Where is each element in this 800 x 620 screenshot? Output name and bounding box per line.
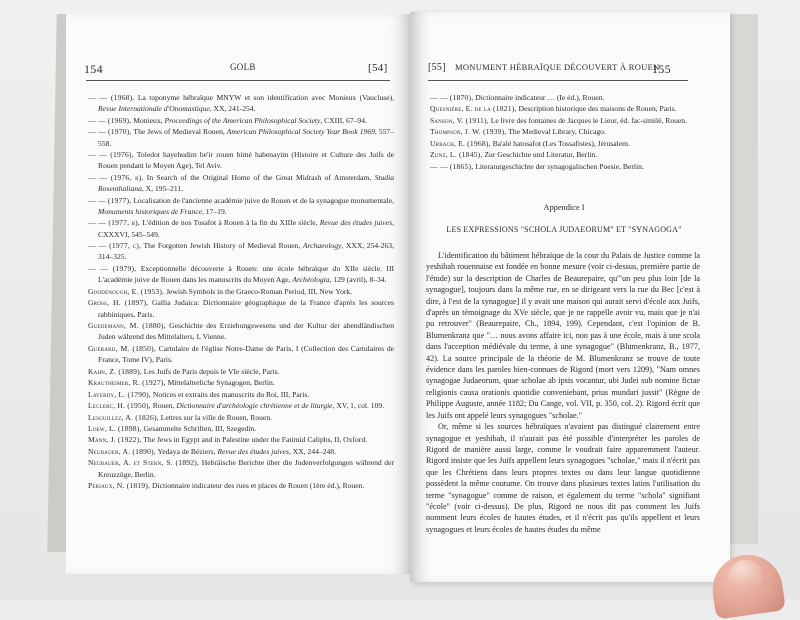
reference-text: The Forgotten Jewish History of Medieval Rouen, <box>141 241 303 251</box>
reference-entry <box>88 217 394 240</box>
appendix-subtitle: LES EXPRESSIONS "SCHOLA JUDAEORUM" ET "SYNAGOGA" <box>446 225 682 234</box>
right-header-rule <box>428 80 688 81</box>
reference-text: Literaturgeschichte der synagogalischen Poesie, Berlin. <box>473 161 644 171</box>
reference-title: Archéologia <box>292 275 330 285</box>
reference-author: Kahn, Z. (1889), <box>88 366 142 376</box>
reference-author: Leclerc, H. (1950), <box>88 401 151 411</box>
reference-entry <box>88 115 394 126</box>
reference-author: Krautheimer, R. (1927), <box>88 378 166 388</box>
reference-author: Lesguillez, A. (1826), <box>88 412 159 422</box>
reference-entry <box>88 343 394 366</box>
reference-author: Loew, L. (1898), <box>88 423 142 433</box>
reference-author: — — (1977, b), <box>88 218 140 228</box>
reference-text: Gallia Judaica: Dictionnaire géographique de la France d'après les sources rabbiniques, Paris. <box>98 298 394 319</box>
reference-details: , 557–558. <box>98 127 395 148</box>
reference-author: — — (1969), <box>88 115 132 125</box>
reference-author: Neubauer, A. et Stern, S. (1892), <box>88 458 200 468</box>
reference-entry <box>88 389 394 400</box>
reference-text: Exceptionnelle découverte à Rouen: une école hébraïque du XIIe siècle. III L'académie juive de Rouen dans les manuscrits du Moyen Age, <box>98 263 394 285</box>
reference-entry <box>88 263 394 286</box>
reference-author: Sanson, V. (1911), <box>430 115 489 125</box>
reference-title: Archaeology <box>302 241 342 251</box>
reference-text: Monieux, <box>131 115 165 125</box>
reference-title: Revue Internationale d'Onomastique <box>98 104 210 114</box>
reference-text: Localisation de l'ancienne académie juive de Rouen et de la synagogue monumentale, <box>131 195 395 205</box>
reference-author: Guedemann, M. (1880), <box>88 321 166 330</box>
reference-entry <box>430 161 698 172</box>
reference-text: Yedaya de Béziers, <box>155 446 218 456</box>
left-running-title: GOLB <box>230 62 256 72</box>
reference-entry <box>430 103 698 114</box>
reference-entry <box>430 115 698 126</box>
left-references <box>88 92 394 492</box>
reference-entry <box>88 400 394 411</box>
reference-author: Mann, J. (1922), <box>88 435 142 445</box>
reference-entry <box>88 172 394 195</box>
reference-text: Dictionnaire indicateur … (Ie éd.), Rouen. <box>473 93 605 102</box>
reference-entry <box>88 320 394 343</box>
reference-author: Gross, H. (1897), <box>88 298 149 308</box>
reference-text: Toledot hayehudim be'ir rouen bimé habenayim (Histoire et Culture des Juifs de Rouen pendant le Moyen Age), Tel Aviv. <box>98 150 395 171</box>
reference-author: — — (1968), <box>88 93 135 102</box>
right-bracket-number: [55] <box>428 62 446 73</box>
reference-entry <box>430 126 698 137</box>
right-references <box>430 92 698 172</box>
reference-entry <box>88 446 394 457</box>
reference-author: — — (1865), <box>430 161 474 171</box>
reference-author: — — (1976, b), <box>88 172 144 182</box>
reference-entry <box>430 92 698 103</box>
reference-title: Proceedings of the American Philosophical Society <box>164 115 321 125</box>
reference-text: Jewish Symbols in the Graeco-Roman Period, III, New York. <box>164 286 353 296</box>
reference-author: — — (1977), <box>88 195 132 205</box>
reference-entry <box>88 92 394 115</box>
reference-author: Periaux, N. (1819), <box>88 481 151 491</box>
reference-text: Description historique des maisons de Rouen, Paris. <box>516 104 677 114</box>
reference-entry <box>88 297 394 320</box>
reference-entry <box>88 480 394 491</box>
reference-author: Laverdy, L. (1790), <box>88 389 152 399</box>
reference-title: Studia Rosenthaliana <box>98 172 394 194</box>
left-header-rule <box>86 80 390 81</box>
reference-entry <box>88 434 394 445</box>
reference-entry <box>88 423 394 434</box>
reference-details: , XX, 241-254. <box>209 104 256 114</box>
reference-text: L'édition de nos Tosafot à Rouen à la fin du XIIIe siècle, <box>139 218 320 228</box>
reference-author: Guérard, M. (1850), <box>88 343 156 353</box>
reference-author: Zunz, L. (1845), <box>430 150 483 160</box>
reference-entry <box>88 195 394 218</box>
reference-title: Revue des études juives <box>217 446 289 456</box>
reference-text: Lettres sur la ville de Rouen, Rouen. <box>158 412 273 422</box>
reference-text: Gesammelte Schriften, III, Szegedin. <box>141 423 257 433</box>
reference-text: Mittelalterliche Synagogen, Berlin. <box>165 378 275 388</box>
reference-entry <box>88 149 394 172</box>
reference-entry <box>88 457 394 480</box>
reference-entry <box>88 126 394 149</box>
reference-title: Monuments historiques de France <box>98 206 202 216</box>
reference-details: , XX, 244–248. <box>288 446 337 456</box>
reference-entry <box>88 366 394 377</box>
reference-author: Thompson, J. W. (1939), <box>430 127 507 137</box>
reference-text: Cartulaire de l'église Notre-Dame de Paris, I (Collection des Cartulaires de France, Tome IV), Paris. <box>98 343 394 365</box>
right-page-number: 155 <box>652 62 671 76</box>
reference-author: — — (1870), <box>430 93 474 102</box>
reference-author: Goodenough, E. (1953), <box>88 286 165 296</box>
reference-details: , 17–19. <box>201 206 227 216</box>
reference-title: Dictionnaire d'archéologie chrétienne et de liturgie <box>176 401 333 411</box>
reference-text: Rouen, <box>150 401 177 411</box>
reference-author: Urbach, E. (1968), <box>430 138 491 148</box>
reference-text: Ba'alé hatosafot (Les Tossafistes), Jérusalem. <box>490 138 630 148</box>
reference-details: , X, 195–211. <box>141 184 184 194</box>
reference-entry <box>430 149 698 160</box>
reference-details: , CXIII, 67–94. <box>320 115 367 125</box>
reference-text: The Jews in Egypt and in Palestine under the Fatimid Caliphs, II, Oxford. <box>141 435 368 445</box>
appendix-body <box>426 250 700 535</box>
left-page-number: 154 <box>84 62 103 76</box>
reference-author: — — (1977, c), <box>88 241 142 251</box>
reference-entry <box>430 138 698 149</box>
reference-author: Neubauer, A. (1890), <box>88 446 156 456</box>
reference-text: Geschichte des Erziehungswesens und der Kultur der abendländischen Juden während des Mittelalters, I, Vienne. <box>98 321 394 342</box>
reference-text: Zur Geschichte und Literatur, Berlin. <box>482 150 598 160</box>
paragraph: Or, même si les sources hébraïques n'avaient pas distingué clairement entre synagogue et yeshibah, il n'aurait pas été possible d'interpréter les paroles de Rigord de manière aussi large, comme le voudrait faire apparemment l'auteur. Rigord insiste que les Juifs appellent leurs synagogues "scholae," mais il n'écrit pas que les Chrétiens dans leurs propres textes ou dans leur langue quotidienne possèdent la même coutume. On trouve dans plusieurs textes latins l'utilisation du terme "synagogue" comme de raison, et également du terme "schola" signifiant "école" (voir ci-dessus). De plus, Rigord ne nous dit pas comment les Juifs nomment leurs écoles de hautes études, et il n'écrit pas qu'ils appellent et leurs synagogues et leurs écoles de hautes études du même <box>426 422 700 534</box>
reference-text: The Medieval Library, Chicago. <box>506 127 606 137</box>
right-running-title: MONUMENT HÉBRAÏQUE DÉCOUVERT À ROUEN <box>455 62 660 72</box>
reference-author: — — (1979), <box>88 263 137 273</box>
reference-text: Hebräische Berichte über die Judenverfolgungen während der Kreuzzüge, Berlin. <box>98 458 394 479</box>
reference-entry <box>88 412 394 423</box>
reference-author: — — (1970), <box>88 127 132 137</box>
reference-author: — — (1976), <box>88 150 134 160</box>
reference-text: Notices et extraits des manuscrits du Roi, III, Paris. <box>151 389 310 399</box>
reference-text: Dictionnaire indicateur des rues et places de Rouen (1ère éd.), Rouen. <box>150 481 365 491</box>
reference-author: Quesnière, E. de la (1821), <box>430 104 517 114</box>
appendix-title: Appendice I <box>543 203 585 212</box>
reference-title: American Philosophical Society Year Book 1969 <box>226 127 375 137</box>
reference-text: La toponyme hébraïque MNYW et son identification avec Monieux (Vaucluse), <box>134 93 395 102</box>
paragraph: L'identification du bâtiment hébraïque de la cour du Palais de Justice comme la yeshibah rouennaise est fondée en bonne mesure (voir ci-dessus, première partie de l'étude) sur la description de Charles de Beaurepaire, qu'"un peu plus loin [de la synagogue], toujours dans la même rue, en se dirigeant vers la rue du Bec [c'est à dire, à l'est de la synagogue] il y avait une maison qui aurait servi d'école aux Juifs, d'après un témoignage du XVe siècle, que je ne rappelle avoir vu, mais que je n'ai pu retrouver" (Beaurepaire, Ch., 1894, 199). Cependant, c'est l'opinion de B. Blumenkranz que "… nous avons affaire ici, non pas à une école, mais à une scola dans l'acception médiévale du terme, à une synagogue" (Blumenkranz, B., 1977, 42). La source principale de la théorie de M. Blumenkranz se trouve de toute évidence dans les paroles bien-connues de Rigord (mort vers 1209), "Nam omnes synagogae Judaeorum, quae scholae ab ipsis vocantur, ubi Judei sub nomine fictae religionis causa orationis quotidie conveniebant, prius mundari jussit" (Règne de Philippe Auguste, année 1182; Du Cange, vol. VII, p. 350, col. 2). Rigord écrit que les Juifs ont appelé leurs synagogues "scholae." <box>426 251 700 420</box>
reference-details: , CXXXVI, 545–549. <box>98 218 394 239</box>
reference-entry <box>88 286 394 297</box>
reference-details: , 129 (avril), 8–34. <box>329 275 387 285</box>
reference-details: , XV, 1, col. 109. <box>332 401 385 411</box>
reference-text: The Jews of Medieval Rouen, <box>131 127 227 137</box>
reference-entry <box>88 240 394 263</box>
reference-entry <box>88 377 394 388</box>
reference-text: Les Juifs de Paris depuis le VIe siècle, Paris. <box>141 366 280 376</box>
reference-text: Le livre des fontaines de Jacques le Lieur, éd. fac-similé, Rouen. <box>488 115 687 125</box>
reference-text: In Search of the Original Home of the Great Midrash of Amsterdam, <box>143 172 375 182</box>
reference-title: Revue des études juives <box>319 218 393 228</box>
left-bracket-number: [54] <box>368 62 388 74</box>
reference-details: , XXX, 254-263, 314–325. <box>98 241 394 262</box>
